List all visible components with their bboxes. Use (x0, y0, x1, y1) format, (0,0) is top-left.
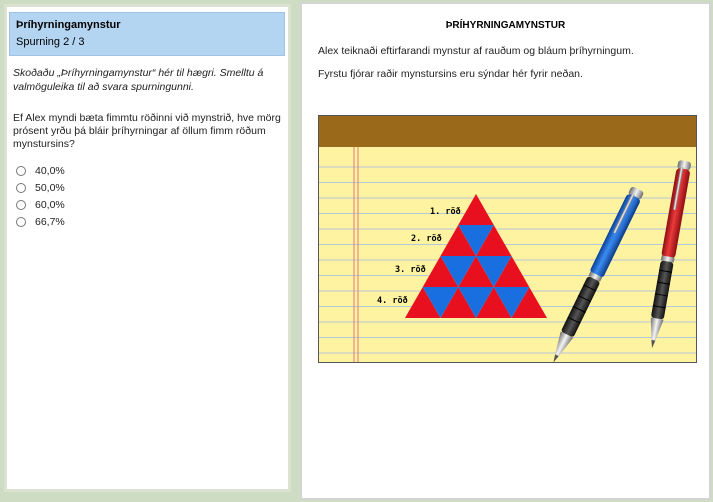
content-panel (300, 2, 711, 500)
pattern-illustration (318, 115, 697, 363)
option-label: 60,0% (35, 198, 65, 211)
option-1[interactable] (16, 162, 65, 179)
question-header (9, 12, 285, 56)
description-text-1: Alex teiknaði eftirfarandi mynstur af rauðum og bláum þríhyrningum. (318, 45, 634, 57)
row-label-1: 1. röð (430, 207, 461, 217)
notepad-border (319, 116, 697, 363)
radio-button[interactable] (16, 217, 26, 227)
question-title: Þríhyrningamynstur (16, 19, 121, 31)
row-label-2: 2. röð (411, 234, 442, 244)
description-text-2: Fyrstu fjórar raðir mynstursins eru sýndar hér fyrir neðan. (318, 68, 583, 80)
radio-button[interactable] (16, 200, 26, 210)
option-label: 66,7% (35, 215, 65, 228)
option-2[interactable] (16, 179, 65, 196)
instruction-text: Skoðaðu „Þríhyrningamynstur“ hér til hægri. Smelltu á valmöguleika til að svara spurningunni. (13, 67, 264, 93)
answer-options (16, 162, 65, 230)
content-title: ÞRÍHYRNINGAMYNSTUR (445, 20, 566, 31)
option-3[interactable] (16, 196, 65, 213)
notepad-header (319, 116, 696, 147)
row-label-4: 4. röð (377, 296, 408, 306)
option-4[interactable] (16, 213, 65, 230)
radio-button[interactable] (16, 183, 26, 193)
radio-button[interactable] (16, 166, 26, 176)
option-label: 40,0% (35, 164, 65, 177)
option-label: 50,0% (35, 181, 65, 194)
question-text: Ef Alex myndi bæta fimmtu röðinni við mynstrið, hve mörg prósent yrðu þá bláir þríhyrningar af öllum fimm röðum mynstursins? (13, 112, 281, 150)
question-counter: Spurning 2 / 3 (16, 36, 85, 48)
row-label-3: 3. röð (395, 265, 426, 275)
